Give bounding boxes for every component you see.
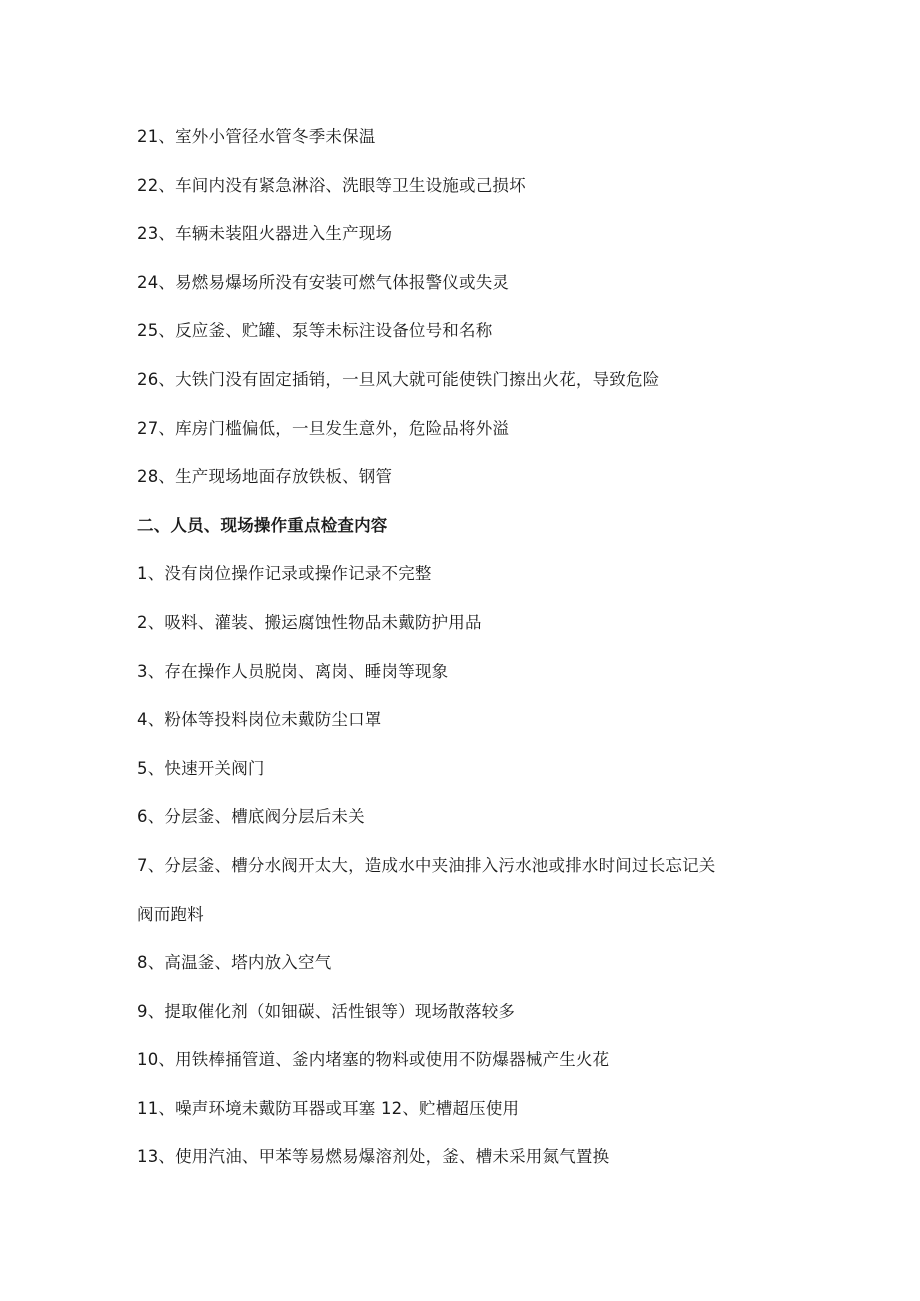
list-item: 10、用铁棒捅管道、釜内堵塞的物料或使用不防爆器械产生火花 [137,1050,610,1070]
list-item: 7、分层釜、槽分水阀开太大，造成水中夹油排入污水池或排水时间过长忘记关 [137,855,716,875]
list-item: 9、提取催化剂（如钿碳、活性银等）现场散落较多 [137,1001,516,1021]
document-body [137,121,797,1190]
list-item: 13、使用汽油、甲苯等易燃易爆溶剂处，釜、槽未采用氮气置换 [137,1147,610,1167]
list-item: 6、分层釜、槽底阀分层后未关 [137,807,365,827]
list-item: 21、室外小管径水管冬季未保温 [137,127,376,146]
list-item: 28、生产现场地面存放铁板、钢管 [137,467,393,487]
list-item: 8、高温釜、塔内放入空气 [137,953,332,973]
list-item: 阀而跑料 [137,904,204,924]
list-item: 3、存在操作人员脱岗、离岗、睡岗等现象 [137,661,449,681]
section-heading: 二、人员、现场操作重点检查内容 [137,515,388,535]
list-item: 24、易燃易爆场所没有安装可燃气体报警仪或失灵 [137,272,510,292]
list-item: 23、车辆未装阻火器进入生产现场 [137,224,393,244]
list-item: 2、吸料、灌装、搬运腐蚀性物品未戴防护用品 [137,612,482,632]
list-item: 25、反应釜、贮罐、泵等未标注设备位号和名称 [137,321,493,341]
list-item: 11、噪声环境未戴防耳器或耳塞 12、贮槽超压使用 [137,1098,520,1118]
list-item: 27、库房门槛偏低，一旦发生意外，危险品将外溢 [137,418,510,438]
list-item: 5、快速开关阀门 [137,758,265,778]
list-item: 4、粉体等投料岗位未戴防尘口罩 [137,710,382,730]
list-item: 1、没有岗位操作记录或操作记录不完整 [137,564,432,584]
list-item: 22、车间内没有紧急淋浴、洗眼等卫生设施或己损坏 [137,175,526,195]
list-item: 26、大铁门没有固定插销，一旦风大就可能使铁门擦出火花，导致危险 [137,369,660,389]
